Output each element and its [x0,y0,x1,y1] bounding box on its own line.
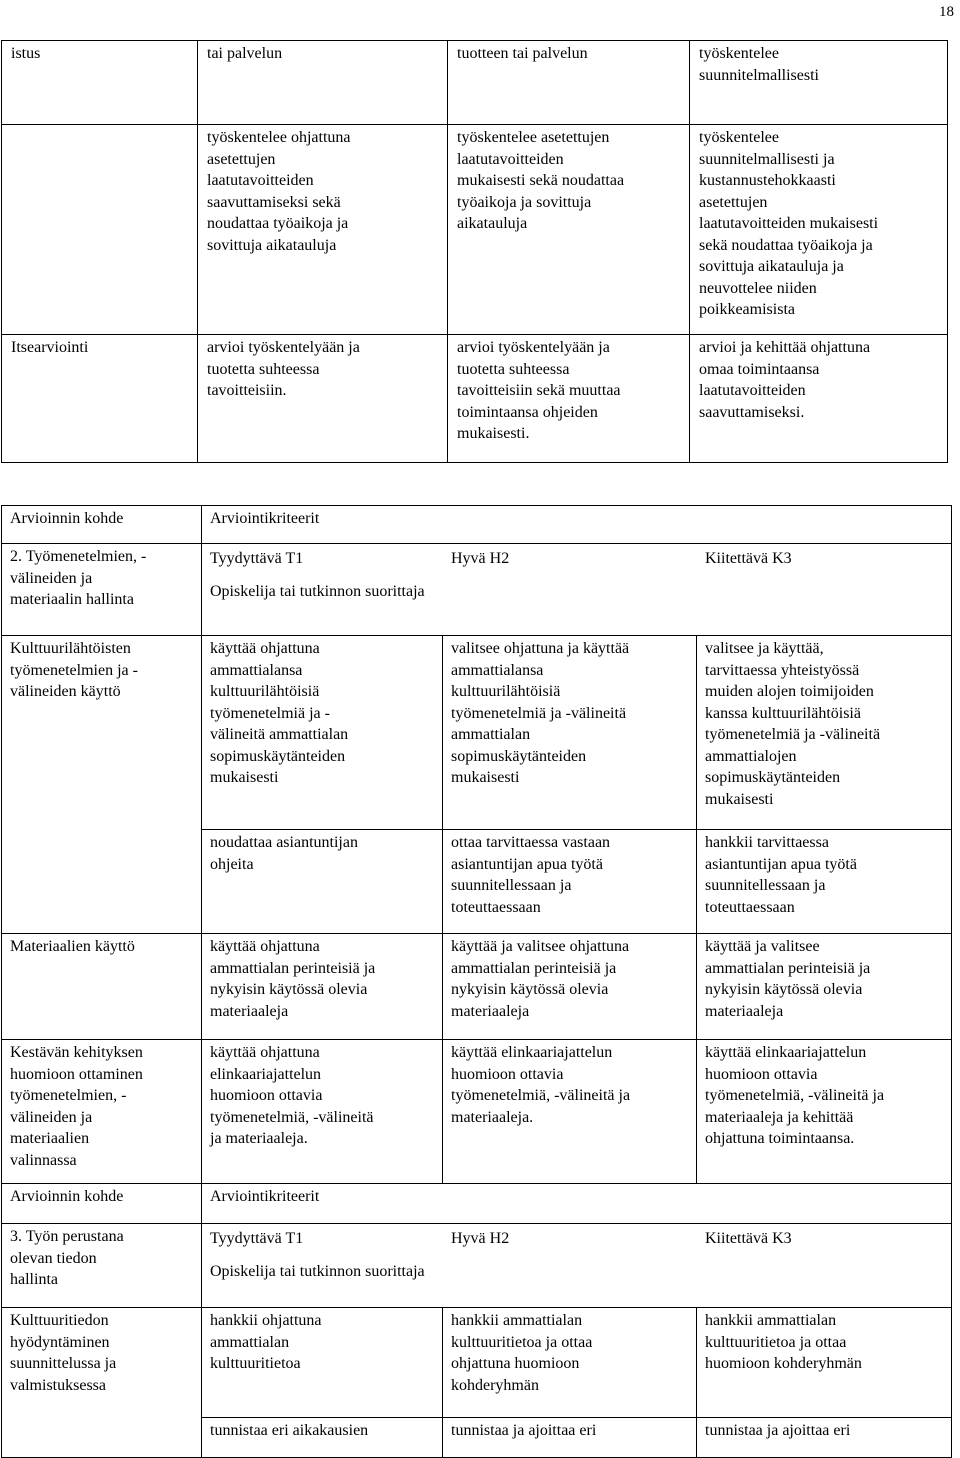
criteria-h2 [443,934,697,1040]
cell-text: käyttää ohjattuna elinkaariajattelun huomioon ottavia työmenetelmiä, -välineitä ja materiaaleja. [210,1044,374,1147]
table-header-row [2,506,952,544]
table-cell [448,41,690,125]
criteria-k3 [697,830,952,934]
assessment-table-1 [1,40,948,463]
grades-cell [202,544,952,636]
header-assessment-target: Arvioinnin kohde [2,506,202,544]
table-cell [198,125,448,335]
table-row [2,335,948,463]
table-cell [2,335,198,463]
cell-text: hankkii ammattialan kulttuuritietoa ja ottaa huomioon kohderyhmän [705,1312,862,1372]
cell-text: käyttää ohjattuna ammattialansa kulttuurilähtöisiä työmenetelmiä ja - välineitä ammattialan sopimuskäytänteiden mukaisesti [210,640,349,786]
table-cell [2,125,198,335]
section-label [2,1224,202,1308]
cell-text: valitsee ja käyttää, tarvittaessa yhteistyössä muiden alojen toimijoiden kanssa kulttuurilähtöisiä työmenetelmiä ja -välineitä ammattialojen sopimuskäytänteiden mukaisesti [705,640,881,808]
cell-text: 2. Työmenetelmien, - välineiden ja materiaalin hallinta [10,548,147,608]
section-label [2,544,202,636]
table-header-row [2,1184,952,1224]
grade-k3: Kiitettävä K3 [705,1230,792,1247]
row-label [2,830,202,934]
grade-labels [210,548,943,570]
criteria-h2 [443,830,697,934]
table-cell [690,125,948,335]
criteria-h2 [443,1308,697,1418]
table-row [2,636,952,830]
criteria-t1 [202,1308,443,1418]
cell-text: Kulttuurilähtöisten työmenetelmien ja - välineiden käyttö [10,640,138,700]
cell-text: työskentelee asetettujen laatutavoitteiden mukaisesti sekä noudattaa työaikoja ja sovittuja aikatauluja [457,129,625,232]
cell-text: arvioi työskentelyään ja tuotetta suhteessa tavoitteisiin. [207,339,360,399]
table-cell [198,335,448,463]
row-label [2,934,202,1040]
grade-t1: Tyydyttävä T1 [210,550,304,567]
header-assessment-criteria: Arviointikriteerit [202,506,952,544]
cell-text: Kestävän kehityksen huomioon ottaminen työmenetelmien, - välineiden ja materiaalien valinnassa [10,1044,143,1169]
table-cell [448,335,690,463]
table-row [2,1040,952,1184]
table-cell [198,41,448,125]
cell-text: istus [11,45,41,62]
cell-text: käyttää ohjattuna ammattialan perinteisiä ja nykyisin käytössä olevia materiaaleja [210,938,376,1020]
cell-text: 3. Työn perustana olevan tiedon hallinta [10,1228,124,1288]
cell-text: Kulttuuritiedon hyödyntäminen suunnittelussa ja valmistuksessa [10,1312,117,1394]
cell-text: hankkii tarvittaessa asiantuntijan apua työtä suunnitellessaan ja toteuttaessaan [705,834,857,916]
cell-text: työskentelee ohjattuna asetettujen laatutavoitteiden saavuttamiseksi sekä noudattaa työaikoja ja sovittuja aikatauluja [207,129,351,254]
table-cell [2,41,198,125]
cell-text: hankkii ammattialan kulttuuritietoa ja ottaa ohjattuna huomioon kohderyhmän [451,1312,593,1394]
assessment-table-2 [1,505,952,1184]
criteria-k3 [697,1308,952,1418]
cell-text: käyttää ja valitsee ammattialan perinteisiä ja nykyisin käytössä olevia materiaaleja [705,938,871,1020]
cell-text: käyttää elinkaariajattelun huomioon ottavia työmenetelmiä, -välineitä ja materiaaleja ja kehittää ohjattuna toimintaansa. [705,1044,885,1147]
assessment-table-3 [1,1183,952,1458]
cell-text: työskentelee suunnitelmallisesti ja kustannustehokkaasti asetettujen laatutavoitteiden mukaisesti sekä noudattaa työaikoja ja sovittuja aikatauluja ja neuvottelee niiden poikkeamisista [699,129,879,318]
row-label [2,1040,202,1184]
cell-text: arvioi työskentelyään ja tuotetta suhteessa tavoitteisiin sekä muuttaa toimintaansa ohjeiden mukaisesti. [457,339,621,442]
row-label [2,636,202,830]
table-cell [690,41,948,125]
cell-text: tai palvelun [207,45,283,62]
cell-text: tunnistaa ja ajoittaa eri [451,1422,597,1439]
subject-label: Opiskelija tai tutkinnon suorittaja [210,582,425,600]
page-number: 18 [939,4,954,20]
grade-row [2,1224,952,1308]
grades-cell [202,1224,952,1308]
criteria-h2 [443,636,697,830]
grade-k3: Kiitettävä K3 [705,550,792,567]
cell-text: työskentelee suunnitelmallisesti [699,45,819,84]
cell-text: käyttää ja valitsee ohjattuna ammattialan perinteisiä ja nykyisin käytössä olevia materiaaleja [451,938,630,1020]
criteria-k3 [697,934,952,1040]
row-label [2,1308,202,1418]
table-cell [448,125,690,335]
grade-row [2,544,952,636]
table-cell [690,335,948,463]
cell-text: Materiaalien käyttö [10,938,135,955]
cell-text: noudattaa asiantuntijan ohjeita [210,834,358,873]
header-assessment-criteria: Arviointikriteerit [202,1184,952,1224]
cell-text: Itsearviointi [11,339,89,356]
table-row [2,41,948,125]
header-assessment-target: Arvioinnin kohde [2,1184,202,1224]
cell-text: ottaa tarvittaessa vastaan asiantuntijan apua työtä suunnitellessaan ja toteuttaessaan [451,834,611,916]
criteria-t1 [202,636,443,830]
criteria-t1 [202,934,443,1040]
cell-text: tunnistaa eri aikakausien [210,1422,369,1439]
table-row [2,934,952,1040]
grade-labels [210,1228,943,1250]
cell-text: tuotteen tai palvelun [457,45,588,62]
cell-text: hankkii ohjattuna ammattialan kulttuuritietoa [210,1312,322,1372]
table-row [2,1308,952,1418]
table-row [2,830,952,934]
subject-label: Opiskelija tai tutkinnon suorittaja [210,1262,425,1280]
cell-text: arvioi ja kehittää ohjattuna omaa toimintaansa laatutavoitteiden saavuttamiseksi. [699,339,871,421]
criteria-k3 [697,1040,952,1184]
grade-h2: Hyvä H2 [451,1230,510,1247]
grade-h2: Hyvä H2 [451,550,510,567]
table-row [2,125,948,335]
grade-t1: Tyydyttävä T1 [210,1230,304,1247]
cell-text: tunnistaa ja ajoittaa eri [705,1422,851,1439]
criteria-k3 [697,636,952,830]
cell-text: valitsee ohjattuna ja käyttää ammattialansa kulttuurilähtöisiä työmenetelmiä ja -välineitä ammattialan sopimuskäytänteiden mukaisesti [451,640,630,786]
criteria-t1 [202,830,443,934]
criteria-t1 [202,1040,443,1184]
criteria-h2 [443,1040,697,1184]
cell-text: käyttää elinkaariajattelun huomioon ottavia työmenetelmiä, -välineitä ja materiaaleja. [451,1044,631,1126]
